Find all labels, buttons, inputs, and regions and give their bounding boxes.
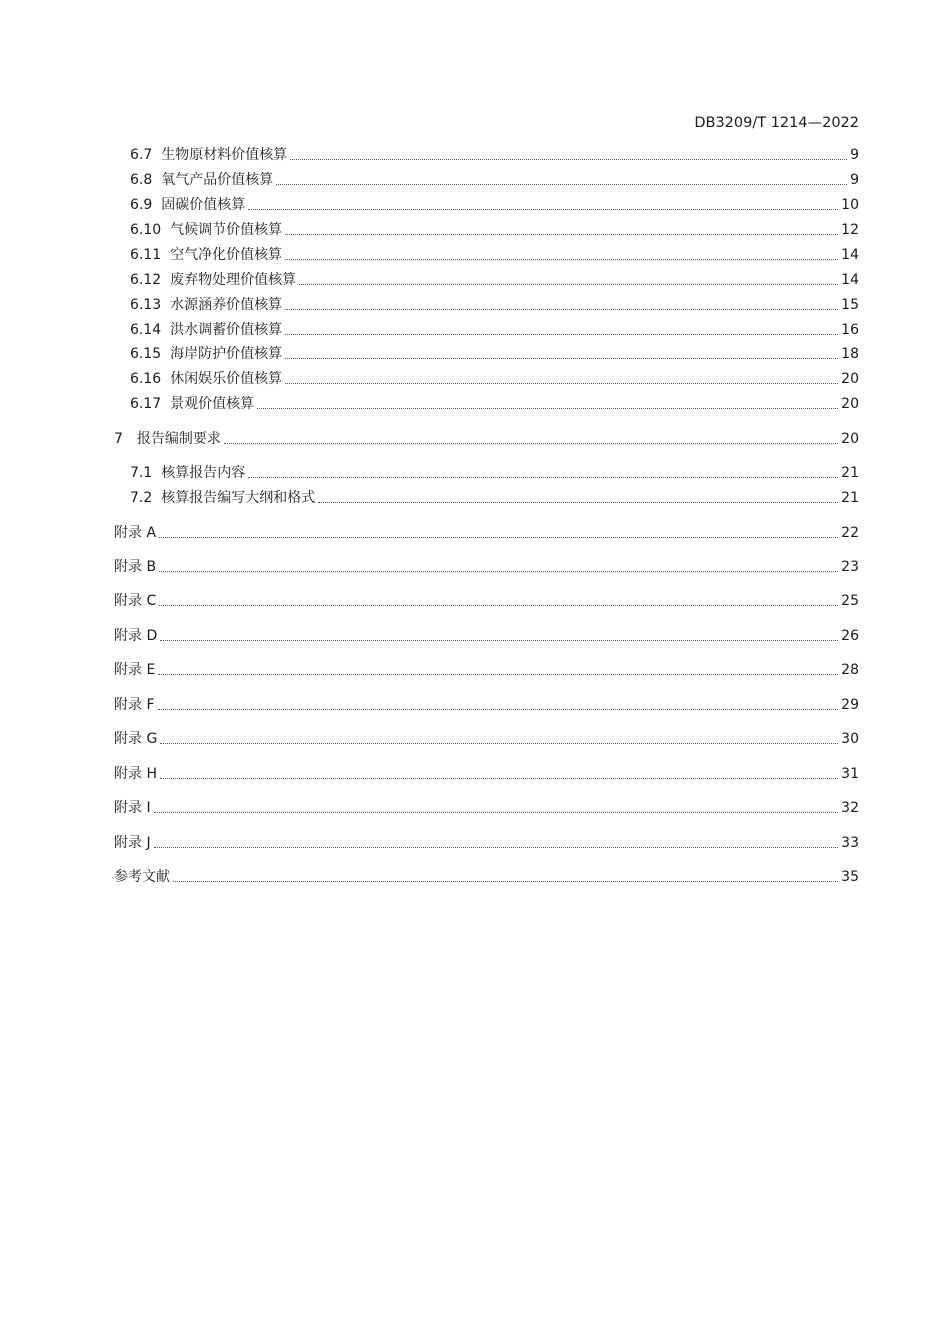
toc-dot-leader <box>248 476 838 478</box>
toc-entry-page-number: 16 <box>841 322 859 338</box>
toc-dot-leader <box>276 183 847 185</box>
toc-entry-page-number: 28 <box>841 662 859 678</box>
toc-entry-title: 水源涵养价值核算 <box>170 297 283 313</box>
toc-dot-leader <box>159 570 838 572</box>
toc-entry-page-number: 21 <box>841 490 859 506</box>
toc-entry-page-number: 18 <box>841 346 859 362</box>
toc-entry-page-number: 26 <box>841 628 859 644</box>
toc-entry-page-number: 32 <box>841 800 859 816</box>
toc-entry-page-number: 22 <box>841 525 859 541</box>
toc-entry-page-number: 14 <box>841 272 859 288</box>
toc-entry[interactable] <box>130 195 859 215</box>
toc-entry[interactable] <box>130 270 859 290</box>
toc-dot-leader <box>160 742 838 744</box>
toc-entry-page-number: 31 <box>841 766 859 782</box>
toc-entry[interactable] <box>114 695 859 715</box>
toc-entry[interactable] <box>114 557 859 577</box>
toc-entry-title: 报告编制要求 <box>136 431 221 447</box>
toc-entry-page-number: 10 <box>841 197 859 213</box>
toc-entry-title: 核算报告编写大纲和格式 <box>161 490 316 506</box>
toc-entry-number: 6.7 <box>130 147 153 163</box>
toc-entry[interactable] <box>130 320 859 340</box>
toc-entry-page-number: 20 <box>841 396 859 412</box>
toc-entry-number: 6.8 <box>130 172 153 188</box>
toc-entry-page-number: 30 <box>841 731 859 747</box>
toc-entry[interactable] <box>130 145 859 165</box>
toc-entry[interactable] <box>130 463 859 483</box>
toc-dot-leader <box>154 846 839 848</box>
toc-entry-page-number: 25 <box>841 593 859 609</box>
toc-entry-title: 参考文献 <box>114 869 170 885</box>
toc-entry[interactable] <box>114 798 859 818</box>
toc-entry-title: 空气净化价值核算 <box>170 247 283 263</box>
toc-entry-title: 固碳价值核算 <box>161 197 246 213</box>
toc-entry[interactable] <box>114 833 859 853</box>
toc-dot-leader <box>160 777 838 779</box>
toc-entry[interactable] <box>114 660 859 680</box>
toc-dot-leader <box>318 501 838 503</box>
toc-entry-page-number: 14 <box>841 247 859 263</box>
toc-dot-leader <box>158 708 839 710</box>
toc-entry[interactable] <box>114 591 859 611</box>
toc-entry-title: 附录 I <box>114 800 151 816</box>
toc-entry[interactable] <box>114 429 859 449</box>
toc-entry-title: 洪水调蓄价值核算 <box>170 322 283 338</box>
toc-entry-page-number: 9 <box>850 147 859 163</box>
toc-entry-number: 6.9 <box>130 197 153 213</box>
toc-entry-title: 附录 G <box>114 731 158 747</box>
toc-entry-number: 6.14 <box>130 322 162 338</box>
toc-entry[interactable] <box>130 170 859 190</box>
toc-dot-leader <box>285 382 838 384</box>
toc-entry-page-number: 29 <box>841 697 859 713</box>
toc-dot-leader <box>173 880 838 882</box>
toc-entry[interactable] <box>114 729 859 749</box>
toc-dot-leader <box>159 604 838 606</box>
toc-entry[interactable] <box>130 295 859 315</box>
toc-entry-title: 景观价值核算 <box>170 396 255 412</box>
toc-dot-leader <box>299 283 838 285</box>
toc-entry-title: 核算报告内容 <box>161 465 246 481</box>
toc-dot-leader <box>158 673 838 675</box>
toc-entry-number: 6.10 <box>130 222 162 238</box>
toc-entry-title: 休闲娱乐价值核算 <box>170 371 283 387</box>
toc-entry-title: 附录 D <box>114 628 158 644</box>
toc-entry[interactable] <box>130 245 859 265</box>
toc-entry-number: 6.11 <box>130 247 162 263</box>
toc-dot-leader <box>257 407 838 409</box>
toc-entry[interactable] <box>114 867 859 887</box>
toc-dot-leader <box>159 536 838 538</box>
toc-entry-title: 生物原材料价值核算 <box>161 147 288 163</box>
toc-entry-title: 附录 C <box>114 593 157 609</box>
toc-entry-page-number: 9 <box>850 172 859 188</box>
toc-entry-title: 海岸防护价值核算 <box>170 346 283 362</box>
page-header-doc-code: DB3209/T 1214—2022 <box>694 115 859 131</box>
toc-entry-title: 附录 H <box>114 766 157 782</box>
toc-dot-leader <box>285 333 838 335</box>
toc-entry-number: 7.1 <box>130 465 153 481</box>
toc-entry-title: 废弃物处理价值核算 <box>170 272 297 288</box>
toc-entry-page-number: 15 <box>841 297 859 313</box>
toc-entry-title: 附录 J <box>114 835 151 851</box>
toc-entry[interactable] <box>130 220 859 240</box>
toc-entry-page-number: 20 <box>841 371 859 387</box>
toc-entry-number: 7.2 <box>130 490 153 506</box>
toc-entry-number: 6.15 <box>130 346 162 362</box>
toc-dot-leader <box>285 357 838 359</box>
toc-entry[interactable] <box>114 523 859 543</box>
toc-dot-leader <box>160 639 838 641</box>
toc-dot-leader <box>285 233 838 235</box>
toc-entry-page-number: 33 <box>841 835 859 851</box>
toc-entry[interactable] <box>130 344 859 364</box>
toc-dot-leader <box>285 258 838 260</box>
toc-entry-page-number: 23 <box>841 559 859 575</box>
toc-entry-title: 氧气产品价值核算 <box>161 172 274 188</box>
toc-entry-title: 附录 B <box>114 559 157 575</box>
toc-entry-page-number: 20 <box>841 431 859 447</box>
toc-entry-number: 6.12 <box>130 272 162 288</box>
toc-entry-number: 6.17 <box>130 396 162 412</box>
toc-entry[interactable] <box>130 488 859 508</box>
toc-entry-number: 7 <box>114 431 123 447</box>
toc-entry[interactable] <box>130 394 859 414</box>
toc-dot-leader <box>285 308 838 310</box>
toc-entry[interactable] <box>114 626 859 646</box>
toc-entry-title: 附录 A <box>114 525 157 541</box>
toc-dot-leader <box>154 811 839 813</box>
toc-entry[interactable] <box>130 369 859 389</box>
toc-entry-title: 附录 E <box>114 662 156 678</box>
toc-dot-leader <box>290 158 847 160</box>
toc-entry-page-number: 35 <box>841 869 859 885</box>
toc-dot-leader <box>224 442 838 444</box>
toc-entry-page-number: 21 <box>841 465 859 481</box>
toc-entry-page-number: 12 <box>841 222 859 238</box>
toc-entry[interactable] <box>114 764 859 784</box>
toc-dot-leader <box>248 208 838 210</box>
toc-entry-title: 气候调节价值核算 <box>170 222 283 238</box>
toc-entry-title: 附录 F <box>114 697 155 713</box>
toc-entry-number: 6.13 <box>130 297 162 313</box>
toc-entry-number: 6.16 <box>130 371 162 387</box>
